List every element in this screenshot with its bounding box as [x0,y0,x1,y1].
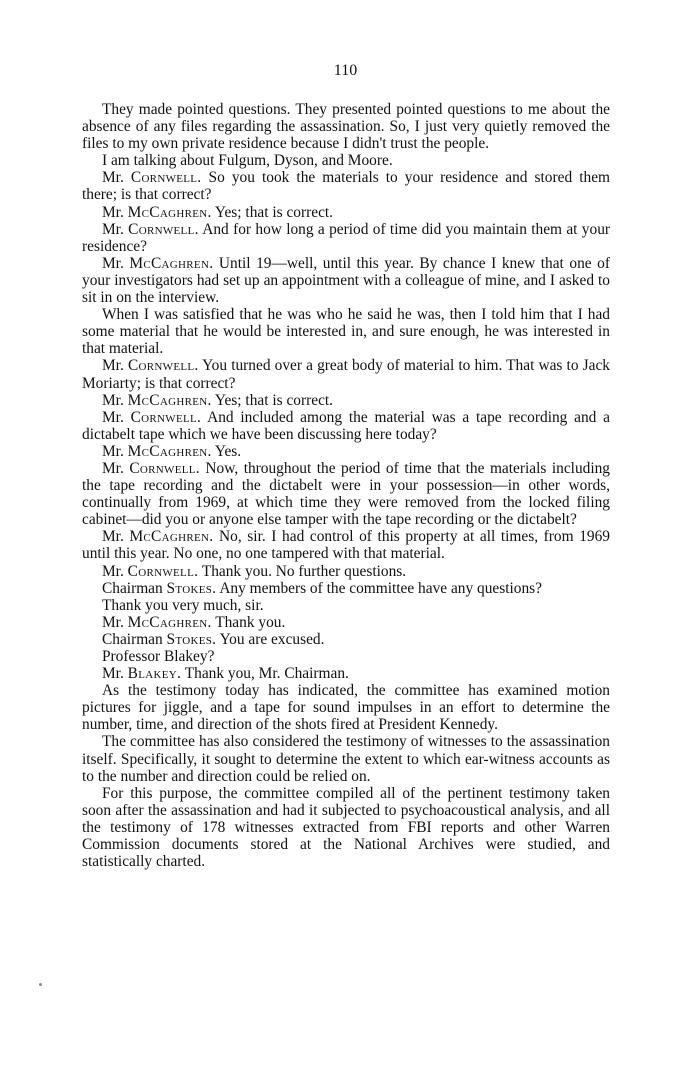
paragraph [82,392,610,409]
paragraph [82,460,610,528]
paragraph-text: Thank you, Mr. Chairman. [184,665,349,683]
paragraph [82,443,610,460]
paragraph [82,306,610,357]
paragraph-text: The committee has also considered the testimony of witnesses to the assassination itself. Specifically, it sought to determine the extent to which ear-witness accounts as to the number and direction could be relied on. [82,733,610,785]
speaker-name: Mr. McCaghren. [102,613,212,631]
paragraph-text: I am talking about Fulgum, Dyson, and Moore. [102,152,393,170]
paragraph [82,169,610,203]
paragraph-text: And for how long a period of time did you maintain them at your residence? [82,220,611,255]
paragraph [82,733,610,784]
paragraph [82,597,610,614]
stray-mark [39,983,42,986]
paragraph [82,614,610,631]
paragraph [82,204,610,221]
speaker-name: Mr. McCaghren. [102,442,212,460]
speaker-name: Mr. McCaghren. [102,203,212,221]
paragraph [82,357,610,391]
paragraph [82,631,610,648]
paragraph-text: They made pointed questions. They presented pointed questions to me about the absence of any files regarding the assassination. So, I just very quietly removed the files to my own private residence because I didn't trust the people. [82,101,610,153]
paragraph [82,528,610,562]
speaker-name: Mr. Cornwell. [102,169,202,187]
paragraph-text: Yes. [214,442,242,460]
paragraph-text: Thank you. No further questions. [201,562,407,580]
speaker-name: Mr. McCaghren. [102,528,214,546]
paragraph-text: When I was satisfied that he was who he said he was, then I told him that I had some material that he would be interested in, and sure enough, he was interested in that material. [82,306,610,358]
paragraph-text: And included among the material was a tape recording and a dictabelt tape which we have been discussing here today? [82,408,610,443]
paragraph [82,255,610,306]
speaker-name: Mr. Blakey. [102,665,182,683]
speaker-name: Mr. Cornwell. [102,562,199,580]
speaker-name: Chairman Stokes. [102,579,217,597]
paragraph [82,152,610,169]
paragraph-text: Yes; that is correct. [214,203,334,221]
paragraph [82,101,610,152]
paragraph-text: Professor Blakey? [102,648,215,665]
page-number: 110 [333,62,358,79]
speaker-name: Mr. McCaghren. [102,391,212,409]
paragraph [82,221,610,255]
speaker-name: Mr. Cornwell. [102,357,199,375]
paragraph [82,785,610,870]
paragraph [82,563,610,580]
paragraph-text: As the testimony today has indicated, the committee has examined motion pictures for jiggle, and a tape for sound impulses in an effort to determine the number, time, and direction of the shots fired at President Kennedy. [82,682,610,734]
paragraph-text: Thank you. [215,613,286,631]
paragraph [82,665,610,682]
paragraph [82,409,610,443]
paragraph-text: You are excused. [219,630,325,648]
speaker-name: Mr. Cornwell. [102,408,202,426]
paragraph-text: So you took the materials to your residence and stored them there; is that correct? [82,169,610,204]
paragraph-text: For this purpose, the committee compiled all of the pertinent testimony taken soon after the assassination and had it subjected to psychoacoustical analysis, and all the testimony of 178 witnesses extracted from FBI reports and other Warren Commission documents stored at the National Archives were studied, and statistically charted. [82,784,610,871]
paragraph [82,682,610,733]
paragraph-text: Until 19—well, until this year. By chance I knew that one of your investigators had set up an appointment with a colleague of mine, and I asked to sit in on the interview. [82,254,610,307]
speaker-name: Chairman Stokes. [102,630,217,648]
paragraph-text: No, sir. I had control of this property at all times, from 1969 until this year. No one, no one tampered with that material. [82,528,610,563]
speaker-name: Mr. Cornwell. [102,220,199,238]
speaker-name: Mr. McCaghren. [102,254,214,272]
paragraph-text: Any members of the committee have any questions? [219,579,542,597]
paragraph-text: You turned over a great body of material to him. That was to Jack Moriarty; is that correct? [82,357,611,392]
paragraph-text: Yes; that is correct. [214,391,334,409]
speaker-name: Mr. Cornwell. [102,459,200,477]
transcript-body [82,101,610,870]
paragraph [82,648,610,665]
paragraph [82,580,610,597]
paragraph-text: Now, throughout the period of time that the materials including the tape recording and the dictabelt were in your possession—in other words, continually from 1969, at which time they were removed from the locked filing cabinet—did you or anyone else tamper with the tape recording or the dictabelt? [82,459,611,529]
paragraph-text: Thank you very much, sir. [102,596,264,614]
